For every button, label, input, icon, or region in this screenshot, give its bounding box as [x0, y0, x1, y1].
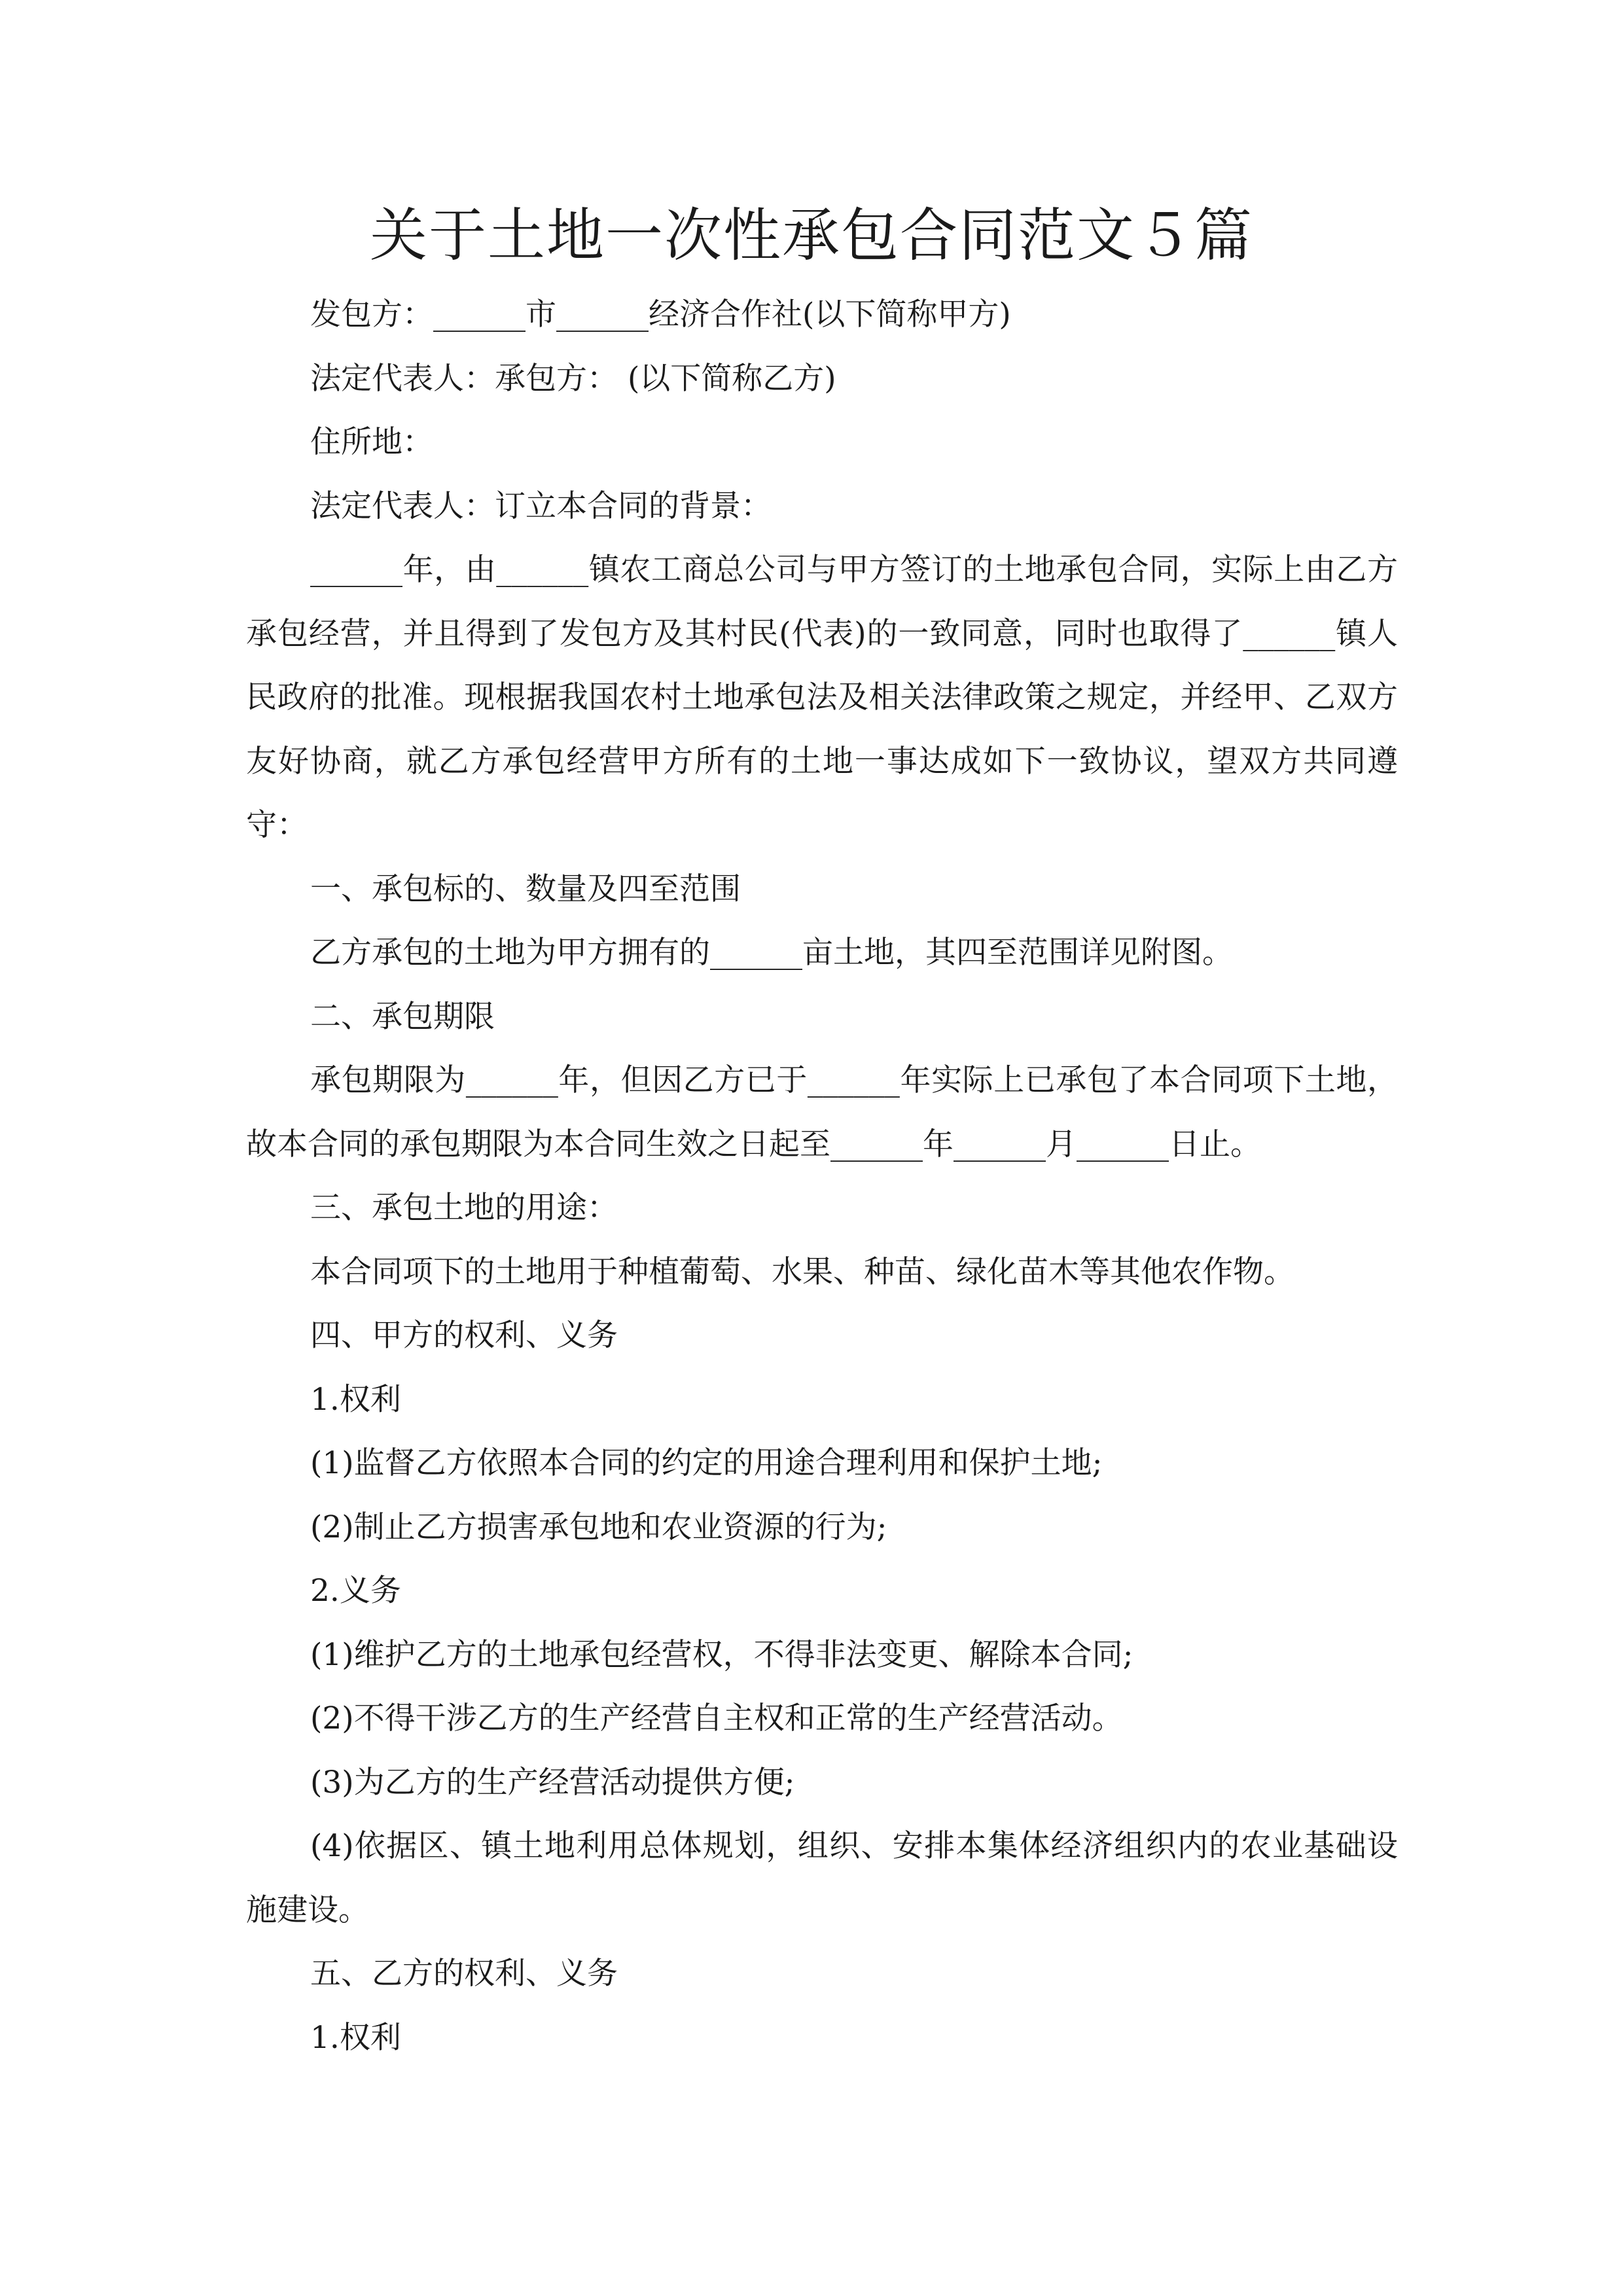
- paragraph-contractor: 发包方：______市______经济合作社(以下简称甲方): [310, 296, 1011, 332]
- paragraph-background: ______年，由______镇农工商总公司与甲方签订的土地承包合同，实际上由乙方承包经营，并且得到了发包方及其村民(代表)的一致同意，同时也取得了______镇人民政府的批准。现根据我国农村土地承包法及相关法律政策之规定，并经甲、乙双方友好协商，就乙方承包经营甲方所有的土地一事达成如下一致协议，望双方共同遵守：: [246, 552, 1398, 843]
- list-item: (2)不得干涉乙方的生产经营自主权和正常的生产经营活动。: [310, 1700, 1123, 1736]
- section-heading-3: 三、承包土地的用途：: [310, 1190, 618, 1226]
- list-item: (4)依据区、镇土地利用总体规划，组织、安排本集体经济组织内的农业基础设施建设。: [246, 1828, 1398, 1928]
- section-heading-5: 五、乙方的权利、义务: [310, 1956, 618, 1992]
- section-heading-4: 四、甲方的权利、义务: [310, 1318, 618, 1354]
- document-body: [246, 283, 1398, 2070]
- paragraph-term: 承包期限为______年，但因乙方已于______年实际上已承包了本合同项下土地，故本合同的承包期限为本合同生效之日起至______年______月______日止。: [246, 1062, 1398, 1162]
- paragraph-legal-rep-contractee: 法定代表人：承包方： (以下简称乙方): [310, 360, 836, 397]
- list-item: (1)维护乙方的土地承包经营权，不得非法变更、解除本合同;: [310, 1636, 1133, 1673]
- subheading-duties-a: 2.义务: [310, 1573, 401, 1609]
- subheading-rights-b: 1.权利: [310, 2019, 401, 2056]
- paragraph-address: 住所地：: [310, 424, 433, 460]
- list-item: (1)监督乙方依照本合同的约定的用途合理利用和保护土地;: [310, 1445, 1103, 1481]
- section-heading-1: 一、承包标的、数量及四至范围: [310, 870, 741, 907]
- paragraph-land-amount: 乙方承包的土地为甲方拥有的______亩土地，其四至范围详见附图。: [310, 935, 1233, 971]
- document-title: 关于土地一次性承包合同范文５篇: [369, 202, 1253, 269]
- subheading-rights-a: 1.权利: [310, 1381, 401, 1418]
- section-heading-2: 二、承包期限: [310, 998, 495, 1035]
- paragraph-land-use: 本合同项下的土地用于种植葡萄、水果、种苗、绿化苗木等其他农作物。: [310, 1253, 1294, 1290]
- list-item: (2)制止乙方损害承包地和农业资源的行为;: [310, 1509, 887, 1545]
- paragraph-background-heading: 法定代表人：订立本合同的背景：: [310, 488, 772, 524]
- list-item: (3)为乙方的生产经营活动提供方便;: [310, 1764, 795, 1801]
